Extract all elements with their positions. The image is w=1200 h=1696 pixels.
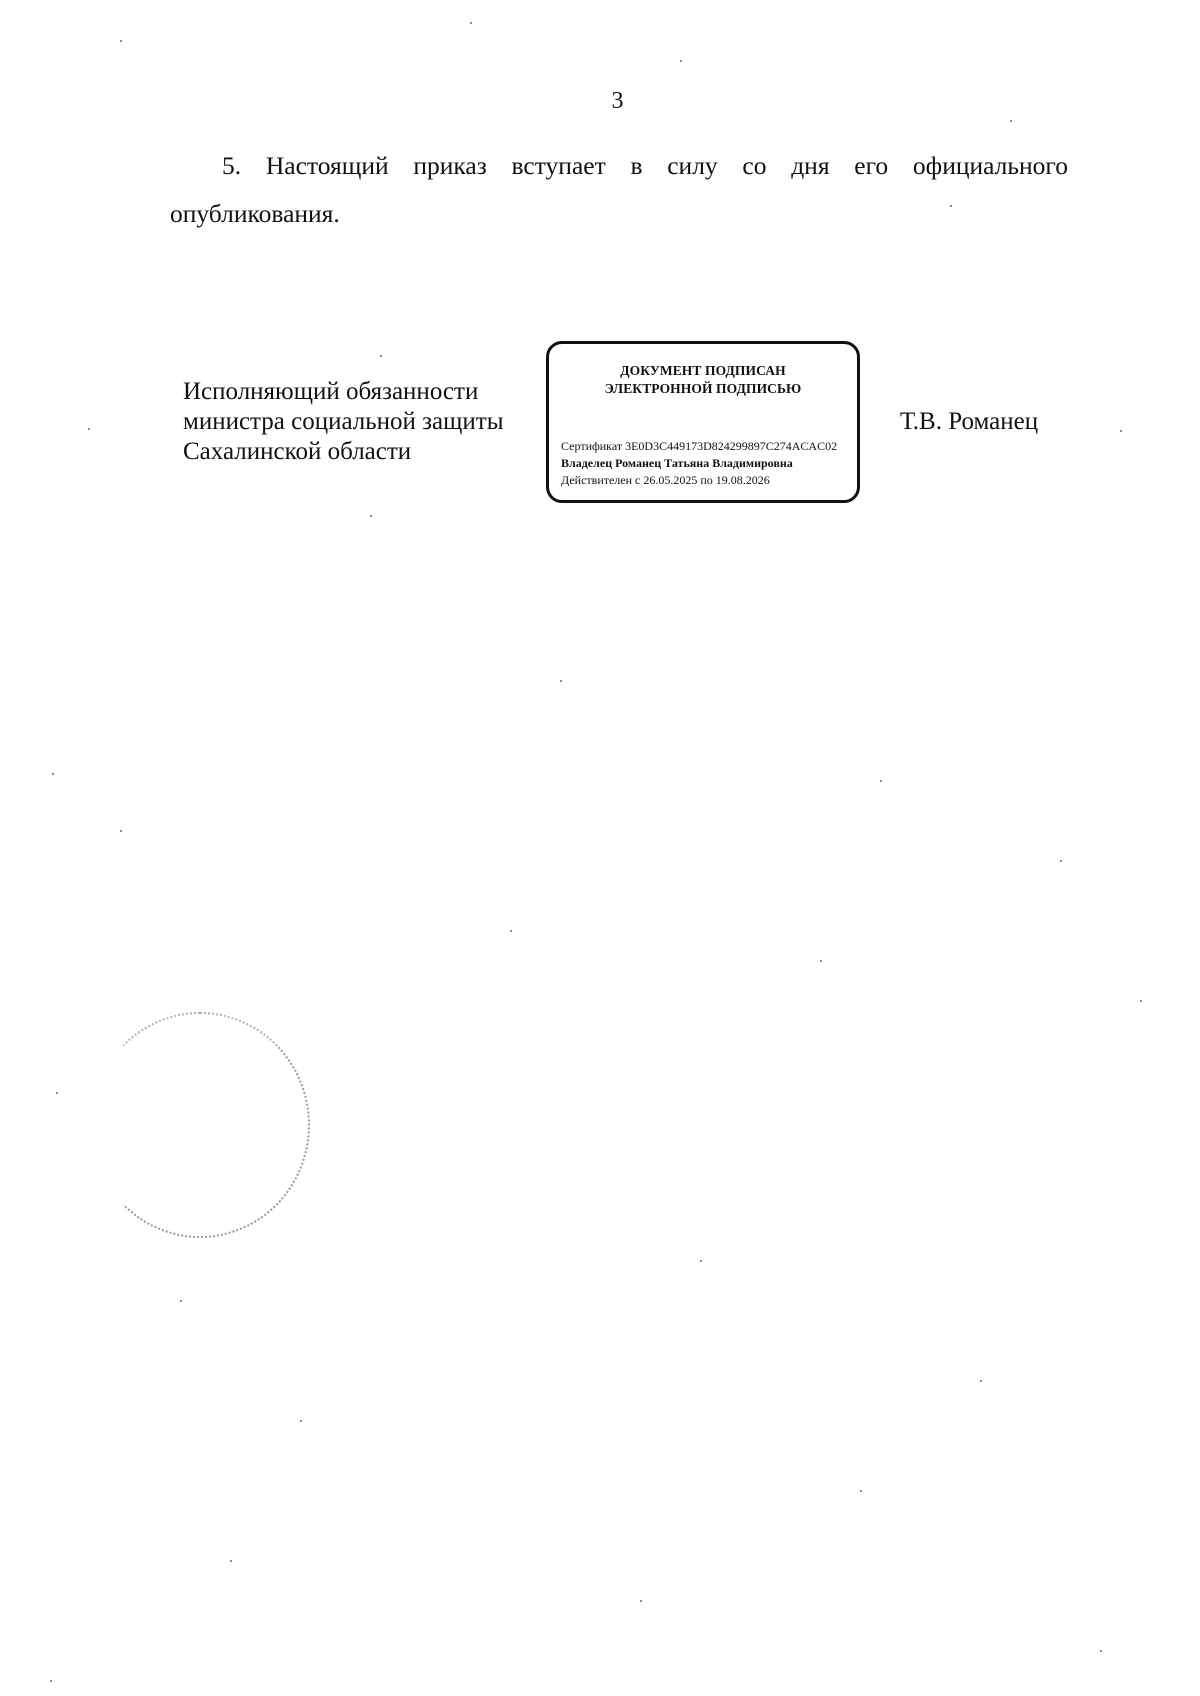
electronic-signature-stamp [546, 341, 860, 503]
faint-seal-impression [90, 1012, 310, 1238]
page-number: 3 [611, 88, 624, 114]
stamp-details [561, 438, 857, 489]
stamp-validity: Действителен с 26.05.2025 по 19.08.2026 [561, 473, 770, 487]
stamp-owner: Владелец Романец Татьяна Владимировна [561, 456, 793, 470]
signer-name: Т.В. Романец [900, 408, 1039, 435]
signer-position-line: Сахалинской области [183, 438, 412, 465]
order-clause-paragraph: 5. Настоящий приказ вступает в силу со дня его официального опубликования. [170, 151, 1068, 228]
stamp-header-line: ДОКУМЕНТ ПОДПИСАН [620, 363, 786, 378]
stamp-header-line: ЭЛЕКТРОННОЙ ПОДПИСЬЮ [604, 381, 802, 396]
signer-position-block [183, 377, 543, 467]
stamp-certificate: Сертификат 3E0D3C449173D824299897C274ACAC02 [561, 439, 838, 453]
stamp-header [549, 362, 857, 398]
signer-position-line: министра социальной защиты [183, 408, 504, 435]
signer-position-line: Исполняющий обязанности [183, 378, 479, 405]
